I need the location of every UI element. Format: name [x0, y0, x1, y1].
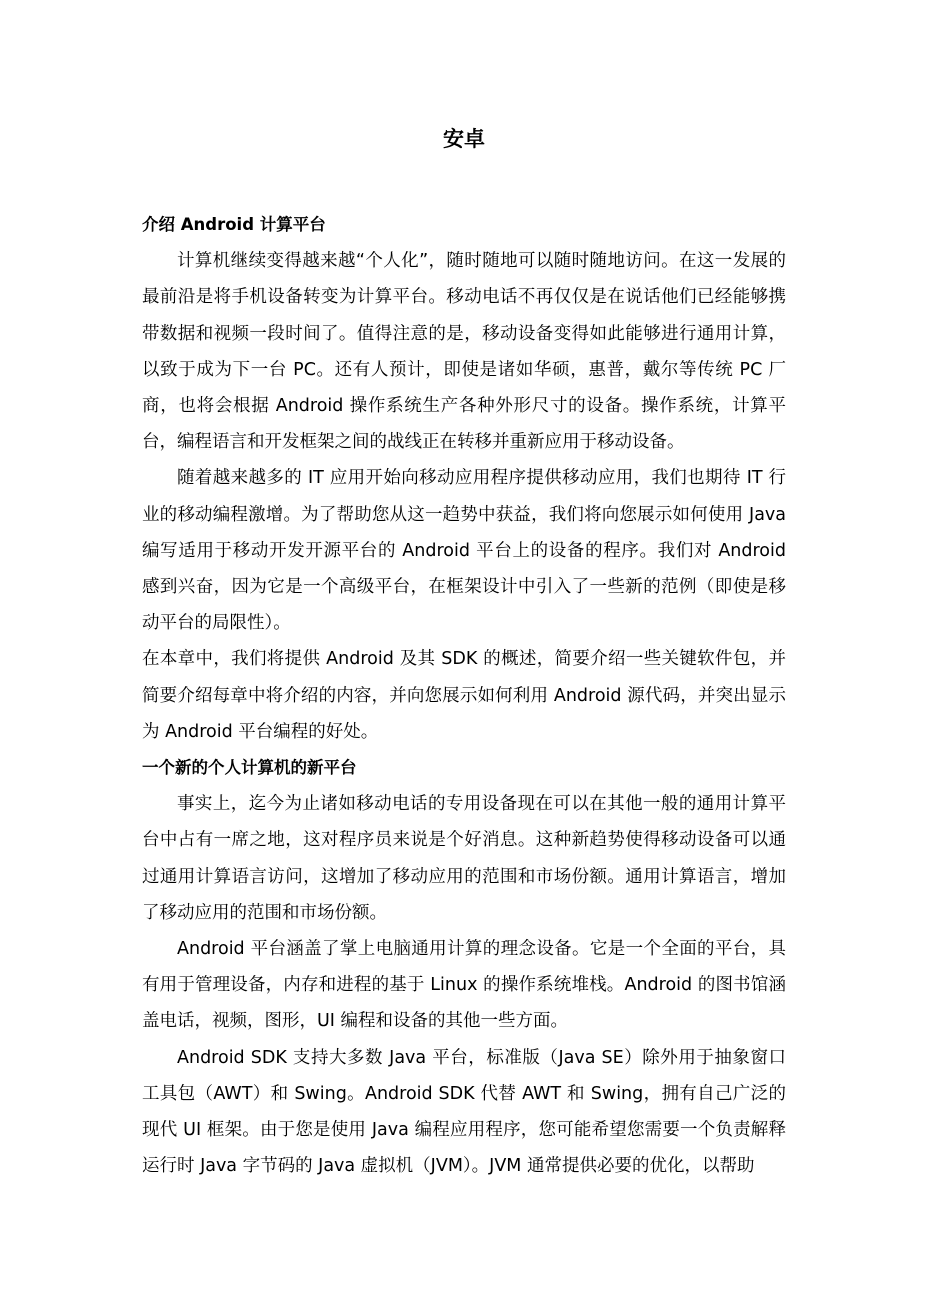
paragraph: Android 平台涵盖了掌上电脑通用计算的理念设备。它是一个全面的平台，具有用于管理设备，内存和进程的基于 Linux 的操作系统堆栈。Android 的图书馆涵盖电话，视频，图形，UI 编程和设备的其他一些方面。 — [142, 939, 786, 1032]
document-title: 安卓 — [443, 127, 485, 151]
paragraph: 计算机继续变得越来越“个人化”，随时随地可以随时随地访问。在这一发展的最前沿是将手机设备转变为计算平台。移动电话不再仅仅是在说话他们已经能够携带数据和视频一段时间了。值得注意的是，移动设备变得如此能够进行通用计算，以致于成为下一台 PC。还有人预计，即使是诸如华硕，惠普，戴尔等传统 PC 厂商，也将会根据 Android 操作系统生产各种外形尺寸的设备。操作系统，计算平台，编程语言和开发框架之间的战线正在转移并重新应用于移动设备。 — [142, 251, 786, 453]
paragraph: Android SDK 支持大多数 Java 平台，标准版（Java SE）除外用于抽象窗口工具包（AWT）和 Swing。Android SDK 代替 AWT 和 Swing，拥有自己广泛的现代 UI 框架。由于您是使用 Java 编程应用程序，您可能希望您需要一个负责解释运行时 Java 字节码的 Java 虚拟机（JVM）。JVM 通常提供必要的优化，以帮助 — [142, 1047, 786, 1177]
section-heading: 一个新的个人计算机的新平台 — [142, 758, 357, 778]
paragraph: 随着越来越多的 IT 应用开始向移动应用程序提供移动应用，我们也期待 IT 行业的移动编程激增。为了帮助您从这一趋势中获益，我们将向您展示如何使用 Java 编写适用于移动开发开源平台的 Android 平台上的设备的程序。我们对 Android 感到兴奋，因为它是一个高级平台，在框架设计中引入了一些新的范例（即使是移动平台的局限性）。 — [142, 468, 786, 634]
paragraph: 在本章中，我们将提供 Android 及其 SDK 的概述，简要介绍一些关键软件包，并简要介绍每章中将介绍的内容，并向您展示如何利用 Android 源代码，并突出显示 为 Android 平台编程的好处。 — [142, 649, 786, 742]
section-heading: 介绍 Android 计算平台 — [142, 215, 326, 234]
section-new-platform — [142, 750, 786, 1184]
paragraph: 事实上，迄今为止诸如移动电话的专用设备现在可以在其他一般的通用计算平台中占有一席之地，这对程序员来说是个好消息。这种新趋势使得移动设备可以通过通用计算语言访问，这增加了移动应用的范围和市场份额。通用计算语言，增加了移动应用的范围和市场份额。 — [142, 794, 786, 923]
section-android-intro — [142, 207, 786, 750]
document-body — [142, 207, 786, 1184]
